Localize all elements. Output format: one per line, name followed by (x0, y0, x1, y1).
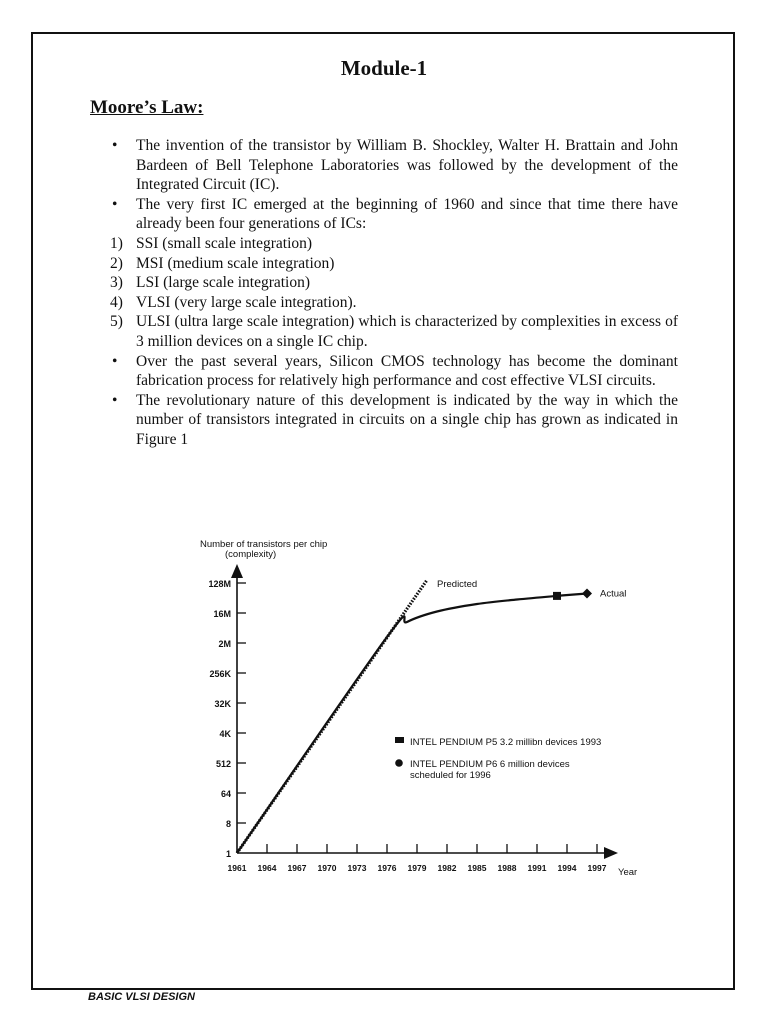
number-marker: 5) (110, 313, 123, 331)
numbered-item (108, 234, 678, 254)
y-tick-label: 4K (219, 729, 231, 739)
numbered-text: ULSI (ultra large scale integration) which is characterized by complexities in excess of 3 million devices on a single IC chip. (136, 313, 678, 350)
p6-data-marker (582, 589, 592, 599)
bullet-text: The revolutionary nature of this development is indicated by the way in which the number of transistors integrated in circuits on a single chip has grown as indicated in Figure 1 (136, 391, 678, 448)
x-axis-arrow (604, 847, 618, 859)
y-tick-label: 8 (225, 819, 231, 829)
x-tick-label: 1970 (317, 863, 337, 873)
p5-data-marker (553, 592, 561, 600)
bullet-icon: • (112, 195, 118, 213)
x-tick-label: 1994 (557, 863, 577, 873)
x-tick-label: 1988 (497, 863, 517, 873)
numbered-item (108, 293, 678, 313)
bullet-item (108, 352, 678, 391)
x-tick-label: 1967 (287, 863, 307, 873)
x-tick-label: 1979 (407, 863, 427, 873)
y-tick-label: 128M (208, 579, 231, 589)
x-tick-label: 1961 (227, 863, 247, 873)
x-axis-label: Year (618, 867, 638, 878)
legend-label: INTEL PENDIUM P6 6 million devices (410, 759, 570, 770)
numbered-item (108, 273, 678, 293)
figure-1 (190, 530, 650, 880)
x-tick-label: 1991 (527, 863, 547, 873)
transistor-growth-chart (190, 530, 650, 880)
bullet-text: The very first IC emerged at the beginning of 1960 and since that time there have already been four generations of ICs: (136, 195, 678, 233)
x-tick-label: 1973 (347, 863, 367, 873)
y-axis-arrow (231, 564, 243, 578)
y-axis-label-sub: (complexity) (225, 549, 277, 560)
legend-square-icon (395, 737, 404, 743)
y-tick-label: 16M (213, 609, 231, 619)
bullet-icon: • (112, 352, 118, 370)
y-tick-label: 32K (214, 699, 231, 709)
y-axis-label: Number of transistors per chip (200, 539, 328, 550)
x-tick-label: 1985 (467, 863, 487, 873)
numbered-text: MSI (medium scale integration) (136, 254, 335, 272)
legend-label-sub: scheduled for 1996 (410, 770, 491, 781)
actual-line (237, 594, 587, 854)
section-heading: Moore’s Law: (90, 97, 204, 118)
bullet-text: Over the past several years, Silicon CMOS technology has become the dominant fabrication process for relatively high performance and cost effective VLSI circuits. (136, 352, 678, 390)
bullet-text: The invention of the transistor by William B. Shockley, Walter H. Brattain and John Bardeen of Bell Telephone Laboratories was followed by the development of the Integrated Circuit (IC). (136, 137, 678, 194)
numbered-text: VLSI (very large scale integration). (136, 293, 357, 311)
x-tick-label: 1976 (377, 863, 397, 873)
actual-label: Actual (600, 588, 627, 600)
body-text (108, 136, 678, 450)
y-tick-label: 512 (215, 759, 231, 769)
legend-label: INTEL PENDIUM P5 3.2 millibn devices 1993 (410, 737, 602, 748)
numbered-text: SSI (small scale integration) (136, 234, 313, 252)
number-marker: 2) (110, 254, 123, 272)
x-tick-label: 1997 (587, 863, 607, 873)
numbered-text: LSI (large scale integration) (136, 274, 311, 292)
bullet-icon: • (112, 137, 118, 154)
footer-text: BASIC VLSI DESIGN (88, 991, 195, 1003)
numbered-item (108, 254, 678, 274)
y-tick-label: 64 (220, 789, 231, 799)
bullet-icon: • (112, 391, 118, 409)
bullet-item (108, 391, 678, 450)
legend-circle-icon (395, 759, 403, 767)
y-tick-label: 1 (225, 849, 231, 859)
bullet-item (108, 195, 678, 234)
module-title: Module-1 (340, 56, 428, 80)
x-tick-label: 1982 (437, 863, 457, 873)
predicted-label: Predicted (437, 579, 478, 590)
x-tick-label: 1964 (257, 863, 277, 873)
bullet-item (108, 136, 678, 195)
numbered-item (108, 312, 678, 351)
number-marker: 4) (110, 293, 123, 311)
number-marker: 1) (110, 234, 123, 252)
y-tick-label: 256K (209, 669, 231, 679)
number-marker: 3) (110, 274, 123, 292)
y-tick-label: 2M (218, 639, 231, 649)
